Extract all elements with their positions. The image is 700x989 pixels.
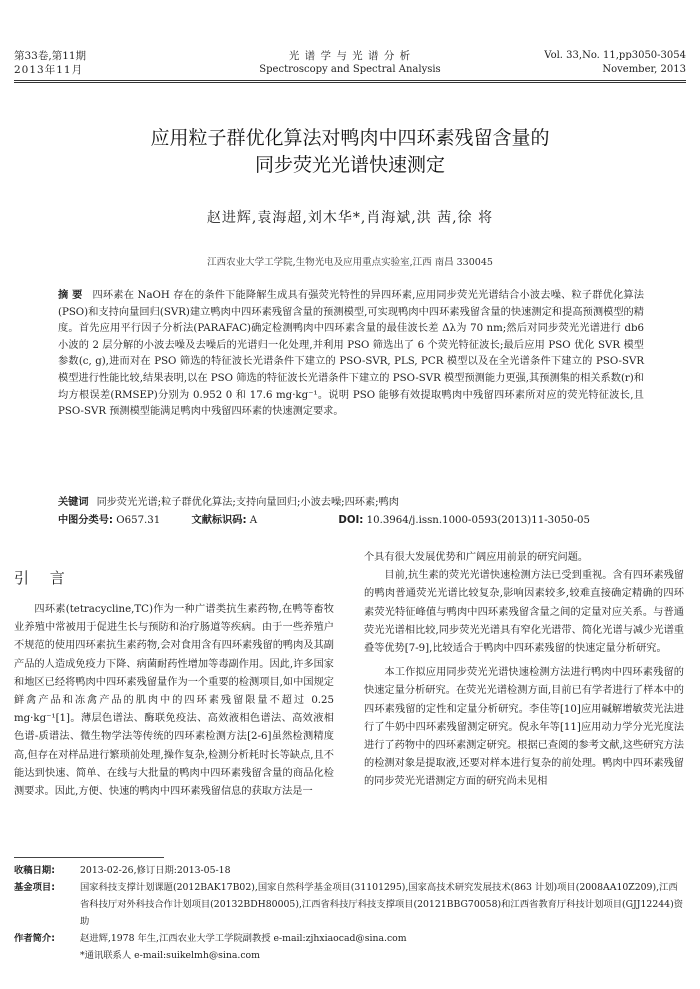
journal-title-en: Spectroscopy and Spectral Analysis — [259, 64, 441, 75]
footnote-fund — [14, 879, 686, 930]
fund-label: 基金项目: — [14, 882, 55, 893]
volume-issue-en: Vol. 33,No. 11,pp3050-3054 — [544, 50, 686, 61]
keywords-text: 同步荧光光谱;粒子群优化算法;支持向量回归;小波去噪;四环素;鸭肉 — [96, 497, 399, 508]
author-bio-value: 赵进辉,1978 年生,江西农业大学工学院副教授 e-mail:zjhxiaocad@sina.com — [80, 933, 407, 944]
abstract-text: 四环素在 NaOH 存在的条件下能降解生成具有强荧光特性的异四环素,应用同步荧光光谱结合小波去噪、粒子群优化算法(PSO)和支持向量回归(SVR)建立鸭肉中四环素残留含量的预测模型,可实现鸭肉中四环素残留含量的快速测定和提高预测模型的精度。首先应用平行因子分析法(PARAFAC)确定检测鸭肉中四环素含量的最佳波长差 Δλ为 70 nm;然后对同步荧光光谱进行 db6 小波的 2 层分解的小波去噪及去噪后的光谱归一化处理,并利用 PSO 筛选出了 6 个荧光特征波长;最后应用 PSO 优化 SVR 模型参数(c, g),进而对在 PSO 筛选的特征波长光谱条件下建立的 PSO-SVR, PLS, PCR 模型以及在全光谱条件下建立的 PSO-SVR 模型进行性能比较,结果表明,以在 PSO 筛选的特征波长光谱条件下建立的 PSO-SVR 模型预测能力更强,其预测集的相关系数(r)和均方根误差(RMSEP)分别为 0.952 0 和 17.6 mg·kg⁻¹。说明 PSO 能够有效提取鸭肉中残留四环素所对应的荧光特征波长,且 PSO-SVR 预测模型能满足鸭肉中残留四环素的快速测定要求。 — [58, 290, 644, 418]
fund-value: 国家科技支撑计划课题(2012BAK17B02),国家自然科学基金项目(31101295),国家高技术研究发展技术(863 计划)项目(2008AA10Z209),江西省科技厅对外科技合作计划项目(20132BDH80005),江西省科技厅科技支撑项目(20121BBG70058)和江西省教育厅科技计划项目(GJJ12244)资助 — [80, 882, 684, 927]
doi-label: DOI: — [338, 515, 364, 526]
footnote-correspondence — [14, 947, 686, 964]
classification-line — [58, 513, 658, 529]
correspondence-value: *通讯联系人 e-mail:suikelmh@sina.com — [80, 950, 260, 961]
intro-left-column — [14, 601, 334, 801]
intro-paragraph-continued: 个具有很大发展优势和广阔应用前景的研究问题。 — [364, 552, 589, 563]
date-en: November, 2013 — [602, 64, 686, 75]
intro-paragraph-3: 本工作拟应用同步荧光光谱快速检测方法进行鸭肉中四环素残留的快速定量分析研究。在荧光光谱检测方面,目前已有学者进行了样本中的四环素残留的定性和定量分析研究。李佳等[10]应用碱解增敏荧光法进行了牛奶中四环素残留测定研究。倪永年等[11]应用动力学分光光度法进行了药物中的四环素测定研究。根据已查阅的参考文献,这些研究方法的检测对象是提取液,还要对样本进行复杂的前处理。鸭肉中四环素残留的同步荧光光谱测定方面的研究尚未见相 — [364, 667, 684, 788]
keywords — [58, 495, 658, 511]
intro-paragraph-1: 四环素(tetracycline,TC)作为一种广谱类抗生素药物,在鸭等畜牧业养殖中常被用于促进生长与预防和治疗肠道等疾病。由于一些养殖户不规范的使用四环素抗生素药物,会对食用含有四环素残留的鸭肉及其副产品的人造成免疫力下降、病菌耐药性增加等毒副作用。因此,许多国家和地区已经将鸭肉中四环素残留量作为一个重要的检测项目,如中国规定鲜禽产品和冻禽产品的肌肉中的四环素残留限量不超过 0.25 mg·kg⁻¹[1]。薄层色谱法、酶联免疫法、高效液相色谱法、高效液相色谱-质谱法、微生物学法等传统的四环素检测方法[2-6]虽然检测精度高,但存在对样品进行繁琐前处理,操作复杂,检测分析耗时长等缺点,且不能达到快速、简单、在线与大批量的鸭肉中四环素残留含量的商品化检测要求。因此,方便、快速的鸭肉中四环素残留信息的获取方法是一 — [14, 604, 334, 798]
clc-value: O657.31 — [116, 515, 161, 526]
doc-code-label: 文献标识码: — [191, 515, 247, 526]
doi-value: 10.3964/j.issn.1000-0593(2013)11-3050-05 — [366, 515, 591, 526]
doc-code-value: A — [249, 515, 258, 526]
affiliation: 江西农业大学工学院,生物光电及应用重点实验室,江西 南昌 330045 — [207, 257, 493, 268]
journal-title-cn: 光 谱 学 与 光 谱 分 析 — [288, 50, 412, 62]
dates-label: 收稿日期: — [14, 865, 55, 876]
keywords-label: 关键词 — [58, 497, 89, 508]
volume-issue-cn: 第33卷,第11期 — [14, 50, 87, 62]
author-list: 赵进辉,袁海超,刘木华*,肖海斌,洪 茜,徐 将 — [206, 210, 494, 226]
article-title-line2: 同步荧光光谱快速测定 — [254, 154, 445, 176]
abstract-label: 摘 要 — [58, 290, 83, 301]
clc-label: 中图分类号: — [58, 515, 114, 526]
date-cn: 2013年11月 — [14, 64, 84, 76]
footnote-author — [14, 930, 686, 947]
dates-value: 2013-02-26,修订日期:2013-05-18 — [80, 865, 231, 876]
abstract — [58, 288, 644, 421]
author-bio-label: 作者简介: — [14, 933, 55, 944]
section-heading-intro: 引 言 — [14, 569, 73, 587]
footnote-rule — [14, 857, 164, 858]
footnotes — [14, 862, 686, 964]
footnote-dates — [14, 862, 686, 879]
article-title-line1: 应用粒子群优化算法对鸭肉中四环素残留含量的 — [150, 127, 550, 149]
intro-paragraph-2: 目前,抗生素的荧光光谱快速检测方法已受到重视。含有四环素残留的鸭肉普通荧光光谱比较复杂,影响因素较多,较难直接确定精确的四环素荧光特征峰值与鸭肉中四环素残留含量之间的定量对应关系。与普通荧光光谱相比较,同步荧光光谱具有窄化光谱带、简化光谱与减少光谱重叠等优势[7-9],比较适合于鸭肉中四环素残留的快速定量分析研究。 — [364, 570, 684, 655]
header-rule-secondary — [14, 82, 686, 83]
intro-right-column — [364, 549, 684, 792]
header-rule — [14, 80, 686, 81]
